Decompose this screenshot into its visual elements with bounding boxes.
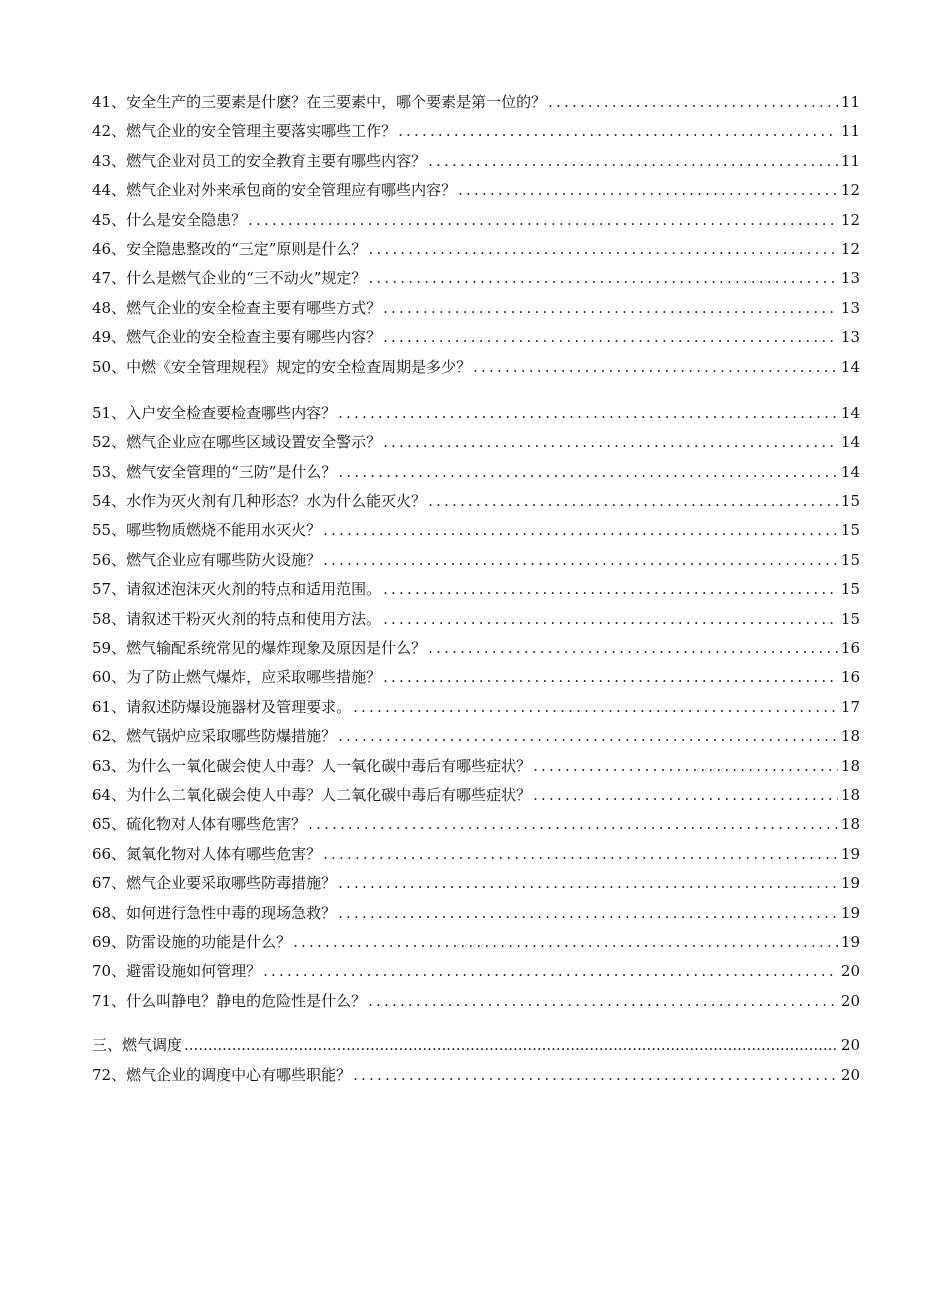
toc-entry-title: 56、燃气企业应有哪些防火设施？ bbox=[92, 550, 322, 569]
dot-leader bbox=[323, 840, 838, 869]
toc-entry[interactable] bbox=[92, 235, 860, 264]
toc-entry-title: 69、防雷设施的功能是什么？ bbox=[92, 932, 292, 951]
toc-entry-title: 71、什么叫静电？静电的危险性是什么？ bbox=[92, 991, 367, 1010]
toc-entry[interactable] bbox=[92, 899, 860, 928]
toc-entry[interactable] bbox=[92, 722, 860, 751]
toc-entry-page: 18 bbox=[840, 727, 860, 746]
toc-entry-page: 12 bbox=[840, 210, 860, 229]
toc-entry-title: 49、燃气企业的安全检查主要有哪些内容？ bbox=[92, 328, 382, 347]
dot-leader bbox=[263, 957, 838, 986]
toc-entry[interactable] bbox=[92, 987, 860, 1016]
toc-section-title: 三、燃气调度 bbox=[92, 1036, 183, 1055]
toc-entry[interactable] bbox=[92, 810, 860, 839]
dot-leader bbox=[338, 899, 838, 928]
toc-entry-page: 11 bbox=[840, 93, 860, 111]
toc-entry-page: 14 bbox=[840, 403, 860, 422]
dot-leader bbox=[338, 869, 838, 898]
toc-entry-page: 14 bbox=[840, 357, 860, 376]
spacer bbox=[92, 1016, 860, 1031]
toc-entry[interactable] bbox=[92, 752, 860, 781]
toc-entry-page: 19 bbox=[840, 903, 860, 922]
toc-entry-page: 17 bbox=[840, 697, 860, 716]
toc-entry[interactable] bbox=[92, 516, 860, 545]
dot-leader bbox=[383, 323, 838, 352]
toc-entry-title: 53、燃气安全管理的“三防”是什么？ bbox=[92, 462, 337, 481]
toc-entry[interactable] bbox=[92, 487, 860, 516]
toc-entry[interactable] bbox=[92, 323, 860, 352]
dot-leader bbox=[368, 987, 838, 1016]
toc-entry[interactable] bbox=[92, 176, 860, 205]
toc-entry-page: 15 bbox=[840, 580, 860, 599]
dot-leader bbox=[353, 693, 838, 722]
toc-entry-title: 51、入户安全检查要检查哪些内容？ bbox=[92, 403, 337, 422]
toc-entry-title: 45、什么是安全隐患？ bbox=[92, 210, 247, 229]
dot-leader bbox=[533, 752, 838, 781]
toc-entry-page: 19 bbox=[840, 874, 860, 893]
toc-entry-title: 63、为什么一氧化碳会使人中毒？人一氧化碳中毒后有哪些症状？ bbox=[92, 756, 532, 775]
dot-leader bbox=[323, 546, 838, 575]
toc-entry-page: 12 bbox=[840, 239, 860, 258]
toc-entry-title: 47、什么是燃气企业的“三不动火”规定？ bbox=[92, 269, 367, 288]
table-of-contents bbox=[92, 88, 860, 1090]
toc-entry-title: 55、哪些物质燃烧不能用水灭火？ bbox=[92, 521, 322, 540]
dot-leader bbox=[428, 487, 838, 516]
toc-entry-title: 57、请叙述泡沫灭火剂的特点和适用范围。 bbox=[92, 580, 382, 599]
toc-section-heading[interactable] bbox=[92, 1031, 860, 1060]
toc-entry-title: 52、燃气企业应在哪些区域设置安全警示？ bbox=[92, 433, 382, 452]
toc-entry[interactable] bbox=[92, 663, 860, 692]
toc-entry[interactable] bbox=[92, 546, 860, 575]
dot-leader bbox=[353, 1061, 838, 1090]
toc-entry-page: 11 bbox=[840, 122, 860, 141]
dot-leader bbox=[383, 663, 838, 692]
dot-leader bbox=[383, 428, 838, 457]
toc-entry-title: 67、燃气企业要采取哪些防毒措施？ bbox=[92, 874, 337, 893]
dot-leader bbox=[473, 353, 838, 382]
toc-entry[interactable] bbox=[92, 206, 860, 235]
toc-entry-title: 43、燃气企业对员工的安全教育主要有哪些内容？ bbox=[92, 151, 427, 170]
dot-leader bbox=[383, 575, 838, 604]
dot-leader bbox=[293, 928, 838, 957]
toc-entry-title: 42、燃气企业的安全管理主要落实哪些工作？ bbox=[92, 122, 397, 141]
toc-entry[interactable] bbox=[92, 1061, 860, 1090]
toc-entry-title: 44、燃气企业对外来承包商的安全管理应有哪些内容？ bbox=[92, 181, 457, 200]
toc-entry[interactable] bbox=[92, 840, 860, 869]
toc-entry-title: 54、水作为灭火剂有几种形态？水为什么能灭火？ bbox=[92, 492, 427, 511]
dot-leader bbox=[398, 117, 838, 146]
toc-entry-title: 58、请叙述干粉灭火剂的特点和使用方法。 bbox=[92, 609, 382, 628]
toc-entry[interactable] bbox=[92, 605, 860, 634]
toc-entry-title: 46、安全隐患整改的“三定”原则是什么？ bbox=[92, 239, 367, 258]
toc-entry[interactable] bbox=[92, 634, 860, 663]
toc-entry[interactable] bbox=[92, 575, 860, 604]
toc-entry[interactable] bbox=[92, 294, 860, 323]
toc-entry-page: 11 bbox=[840, 151, 860, 170]
toc-entry-page: 20 bbox=[840, 962, 860, 981]
dot-leader bbox=[428, 634, 838, 663]
dot-leader bbox=[548, 88, 838, 117]
toc-entry-title: 64、为什么二氧化碳会使人中毒？人二氧化碳中毒后有哪些症状？ bbox=[92, 785, 532, 804]
dot-leader bbox=[368, 235, 838, 264]
toc-entry[interactable] bbox=[92, 117, 860, 146]
toc-entry-page: 15 bbox=[840, 492, 860, 511]
toc-entry-page: 14 bbox=[840, 462, 860, 481]
toc-entry[interactable] bbox=[92, 399, 860, 428]
toc-entry-title: 62、燃气锅炉应采取哪些防爆措施？ bbox=[92, 727, 337, 746]
toc-entry[interactable] bbox=[92, 869, 860, 898]
toc-entry-page: 18 bbox=[840, 756, 860, 775]
dot-leader bbox=[338, 458, 838, 487]
spacer bbox=[92, 382, 860, 399]
toc-entry-page: 16 bbox=[840, 639, 860, 658]
toc-entry-page: 15 bbox=[840, 609, 860, 628]
toc-entry[interactable] bbox=[92, 353, 860, 382]
dot-leader bbox=[308, 810, 838, 839]
dot-leader bbox=[184, 1031, 838, 1060]
toc-entry-title: 61、请叙述防爆设施器材及管理要求。 bbox=[92, 697, 352, 716]
dot-leader bbox=[533, 781, 838, 810]
toc-entry-page: 20 bbox=[840, 1065, 860, 1084]
toc-entry[interactable] bbox=[92, 957, 860, 986]
toc-entry-page: 13 bbox=[840, 298, 860, 317]
dot-leader bbox=[383, 605, 838, 634]
toc-entry-page: 15 bbox=[840, 550, 860, 569]
toc-entry-page: 20 bbox=[840, 991, 860, 1010]
toc-entry[interactable] bbox=[92, 147, 860, 176]
toc-entry-page: 18 bbox=[840, 815, 860, 834]
dot-leader bbox=[338, 399, 838, 428]
toc-entry-page: 14 bbox=[840, 433, 860, 452]
toc-entry-page: 18 bbox=[840, 785, 860, 804]
toc-entry[interactable] bbox=[92, 781, 860, 810]
toc-entry[interactable] bbox=[92, 928, 860, 957]
toc-entry-title: 48、燃气企业的安全检查主要有哪些方式？ bbox=[92, 298, 382, 317]
toc-entry-page: 16 bbox=[840, 668, 860, 687]
toc-entry-page: 12 bbox=[840, 181, 860, 200]
dot-leader bbox=[383, 294, 838, 323]
toc-entry-page: 13 bbox=[840, 269, 860, 288]
toc-entry-title: 68、如何进行急性中毒的现场急救？ bbox=[92, 903, 337, 922]
toc-entry-title: 65、硫化物对人体有哪些危害？ bbox=[92, 815, 307, 834]
toc-entry-page: 15 bbox=[840, 521, 860, 540]
toc-entry-title: 50、中燃《安全管理规程》规定的安全检查周期是多少？ bbox=[92, 357, 472, 376]
toc-entry-title: 60、为了防止燃气爆炸，应采取哪些措施？ bbox=[92, 668, 382, 687]
toc-entry-page: 13 bbox=[840, 328, 860, 347]
toc-entry[interactable] bbox=[92, 88, 860, 117]
toc-entry-title: 70、避雷设施如何管理？ bbox=[92, 962, 262, 981]
dot-leader bbox=[323, 516, 838, 545]
toc-entry-title: 59、燃气输配系统常见的爆炸现象及原因是什么？ bbox=[92, 639, 427, 658]
dot-leader bbox=[428, 147, 838, 176]
toc-entry[interactable] bbox=[92, 428, 860, 457]
toc-entry-page: 19 bbox=[840, 932, 860, 951]
dot-leader bbox=[458, 176, 838, 205]
toc-entry[interactable] bbox=[92, 693, 860, 722]
toc-entry[interactable] bbox=[92, 458, 860, 487]
toc-entry-title: 66、氮氧化物对人体有哪些危害？ bbox=[92, 844, 322, 863]
toc-entry[interactable] bbox=[92, 264, 860, 293]
dot-leader bbox=[248, 206, 838, 235]
dot-leader bbox=[368, 264, 838, 293]
toc-entry-title: 72、燃气企业的调度中心有哪些职能？ bbox=[92, 1065, 352, 1084]
dot-leader bbox=[338, 722, 838, 751]
toc-entry-page: 19 bbox=[840, 844, 860, 863]
toc-entry-title: 41、安全生产的三要素是什麽？在三要素中，哪个要素是第一位的？ bbox=[92, 93, 547, 111]
toc-section-page: 20 bbox=[840, 1036, 860, 1055]
